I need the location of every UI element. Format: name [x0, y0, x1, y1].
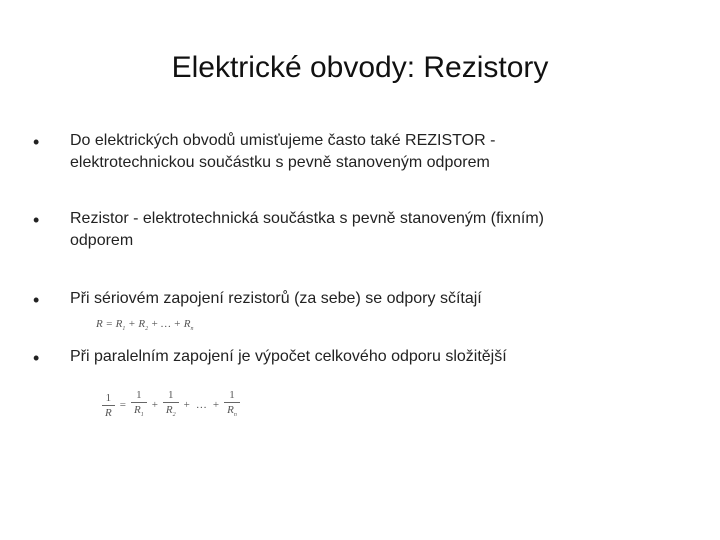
fraction-numerator: 1 [168, 388, 174, 401]
bullet-line: elektrotechnickou součástku s pevně stanoveným odporem [70, 154, 490, 171]
fraction-numerator: 1 [105, 391, 112, 404]
fraction-bar [163, 402, 179, 403]
parallel-resistance-formula [100, 385, 242, 425]
formula-operator: = [119, 399, 126, 411]
formula-subscript: 1 [122, 326, 126, 333]
formula-operator: + [128, 318, 136, 330]
slide-title: Elektrické obvody: Rezistory [171, 51, 549, 84]
fraction-bar [224, 402, 240, 403]
formula-operator: + [151, 399, 158, 411]
formula-subscript: 1 [140, 412, 144, 419]
fraction-bar [131, 402, 147, 403]
fraction-bar [102, 405, 115, 406]
bullet-marker: • [33, 132, 40, 152]
formula-operator: + [212, 399, 220, 411]
fraction-denominator [131, 404, 147, 421]
fraction-rn [224, 389, 240, 421]
bullet-item-1 [33, 130, 673, 174]
formula-symbol: R [165, 403, 173, 416]
bullet-marker: • [33, 348, 40, 368]
bullet-item-2 [33, 208, 673, 252]
fraction-total [102, 392, 115, 419]
formula-subscript: 2 [145, 326, 149, 333]
bullet-marker: • [33, 210, 40, 230]
fraction-numerator: 1 [136, 388, 142, 401]
fraction-denominator [102, 407, 115, 419]
formula-ellipsis: … [195, 399, 207, 411]
fraction-denominator [224, 404, 240, 421]
formula-subscript: n [190, 326, 194, 333]
bullet-text [70, 208, 673, 252]
formula-symbol: R [96, 318, 103, 330]
bullet-text [70, 288, 673, 310]
bullet-item-4 [33, 346, 673, 370]
formula-operator: + [150, 318, 159, 330]
series-resistance-formula [96, 318, 193, 332]
formula-symbol: R [138, 318, 146, 330]
bullet-line: odporem [70, 232, 134, 249]
formula-subscript: n [233, 412, 237, 419]
bullet-text [70, 346, 673, 368]
fraction-r2 [163, 389, 179, 421]
bullet-text [70, 130, 673, 174]
formula-operator: = [105, 318, 113, 330]
formula-ellipsis: … [161, 318, 171, 330]
bullet-marker: • [33, 290, 40, 310]
fraction-r1 [131, 389, 147, 421]
fraction-denominator [163, 404, 179, 421]
formula-symbol: R [115, 318, 123, 330]
fraction-numerator: 1 [229, 388, 235, 401]
bullet-line: Při sériovém zapojení rezistorů (za sebe) se odpory sčítají [70, 290, 482, 307]
bullet-item-3 [33, 288, 673, 312]
bullet-line: Rezistor - elektrotechnická součástka s pevně stanoveným (fixním) [70, 210, 544, 227]
formula-symbol: R [105, 406, 112, 419]
formula-symbol: R [183, 318, 191, 330]
bullet-line: Do elektrických obvodů umisťujeme často také REZISTOR - [70, 132, 496, 149]
formula-symbol: R [133, 403, 141, 416]
formula-subscript: 2 [172, 412, 176, 419]
bullet-line: Při paralelním zapojení je výpočet celkového odporu složitější [70, 348, 507, 365]
formula-operator: + [183, 399, 190, 411]
formula-operator: + [173, 318, 181, 330]
formula-symbol: R [227, 403, 234, 416]
